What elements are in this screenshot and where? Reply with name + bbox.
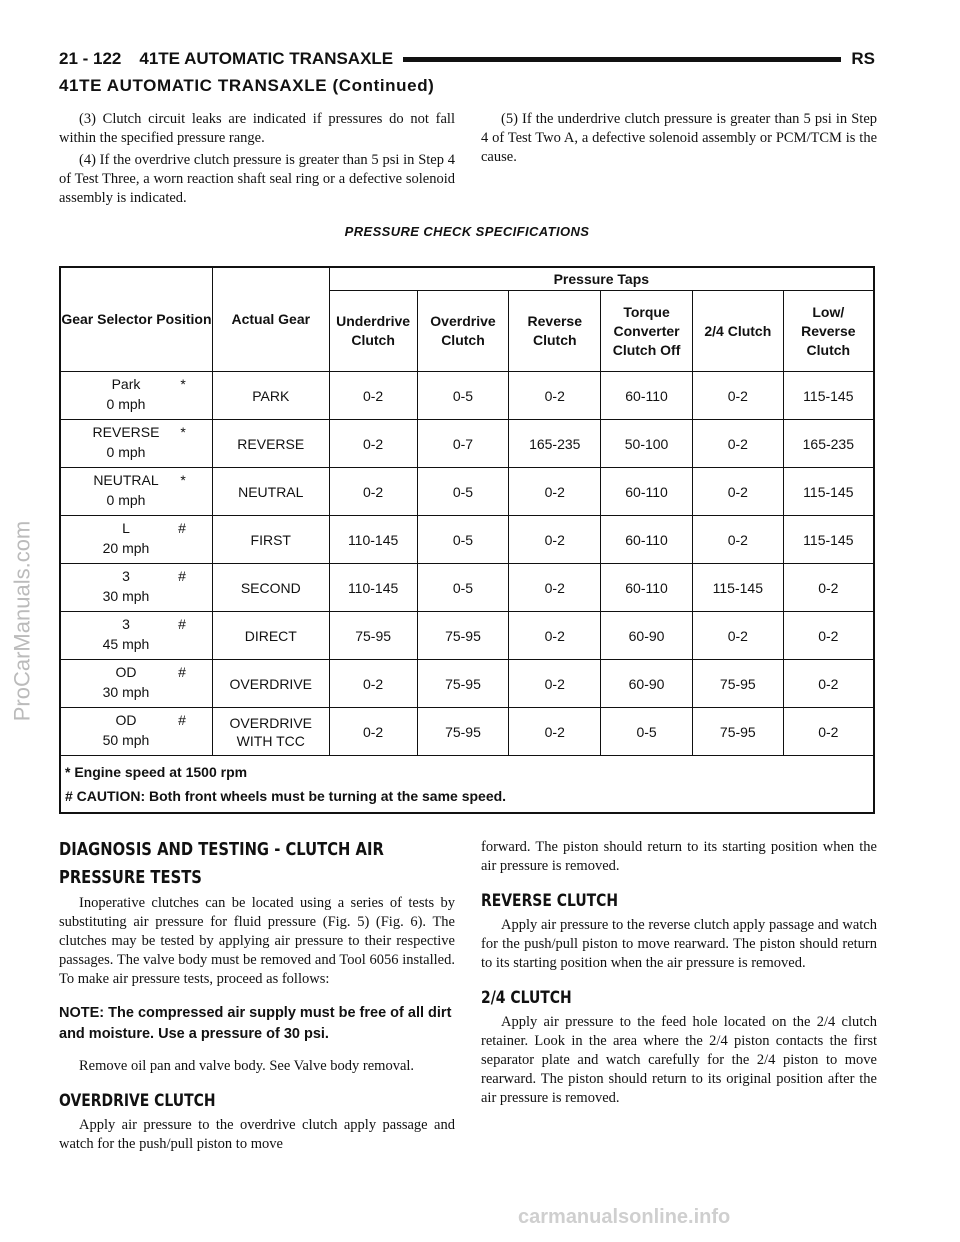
- section-continued-title: 41TE AUTOMATIC TRANSAXLE (Continued): [59, 76, 435, 95]
- gear-selector-cell: [60, 420, 212, 468]
- overdrive-clutch-heading: OVERDRIVE CLUTCH: [59, 1091, 216, 1111]
- col-underdrive: Underdrive Clutch: [329, 291, 417, 372]
- actual-gear-detail: WITH TCC: [236, 732, 305, 749]
- gear-selector-cell: [60, 516, 212, 564]
- col-pressure-taps: Pressure Taps: [329, 267, 874, 291]
- diagnosis-heading-line2: PRESSURE TESTS: [59, 867, 202, 888]
- table-row: [60, 468, 874, 516]
- selector-position: REVERSE: [92, 424, 160, 440]
- intro-paragraph-4: (4) If the overdrive clutch pressure is greater than 5 psi in Step 4 of Test Three, a worn reaction shaft seal ring or a defective solenoid assembly is indicated.: [59, 152, 455, 206]
- table-row: [60, 564, 874, 612]
- low-reverse-pressure-cell: 0-2: [783, 612, 874, 660]
- underdrive-pressure-cell: 0-2: [329, 660, 417, 708]
- col-actual-gear: Actual Gear: [212, 267, 329, 372]
- two-four-clutch-heading: 2/4 CLUTCH: [481, 988, 572, 1008]
- actual-gear-cell: [212, 708, 329, 756]
- actual-gear: PARK: [252, 387, 290, 404]
- gear-selector-cell: [60, 468, 212, 516]
- footnote-mark: #: [178, 520, 186, 536]
- table-row: [60, 516, 874, 564]
- actual-gear: OVERDRIVE: [229, 714, 312, 731]
- overdrive-clutch-text: Apply air pressure to the overdrive clutch apply passage and watch for the push/pull piston to move: [59, 1117, 455, 1152]
- diagnosis-right-column: [481, 838, 877, 1111]
- reverse-pressure-cell: 0-2: [509, 516, 601, 564]
- low-reverse-pressure-cell: 115-145: [783, 372, 874, 420]
- torque-converter-pressure-cell: 50-100: [601, 420, 693, 468]
- actual-gear-cell: [212, 468, 329, 516]
- underdrive-pressure-cell: 75-95: [329, 612, 417, 660]
- low-reverse-pressure-cell: 165-235: [783, 420, 874, 468]
- reverse-pressure-cell: 0-2: [509, 660, 601, 708]
- reverse-pressure-cell: 0-2: [509, 372, 601, 420]
- intro-paragraph-5: (5) If the underdrive clutch pressure is greater than 5 psi in Step 4 of Test Two A, a defective solenoid assembly or PCM/TCM is the cause.: [481, 111, 877, 165]
- low-reverse-pressure-cell: 115-145: [783, 468, 874, 516]
- selector-speed: 0 mph: [106, 492, 146, 508]
- overdrive-pressure-cell: 0-7: [417, 420, 509, 468]
- low-reverse-pressure-cell: 115-145: [783, 516, 874, 564]
- low-reverse-pressure-cell: 0-2: [783, 660, 874, 708]
- footnote-mark: #: [178, 664, 186, 680]
- gear-selector-cell: [60, 612, 212, 660]
- actual-gear: DIRECT: [244, 627, 297, 644]
- actual-gear-cell: [212, 420, 329, 468]
- diagnosis-note: NOTE: The compressed air supply must be free of all dirt and moisture. Use a pressure of 30 psi.: [59, 1005, 452, 1042]
- page-number: 21 - 122: [59, 49, 122, 68]
- table-row: [60, 420, 874, 468]
- torque-converter-pressure-cell: 60-90: [601, 660, 693, 708]
- pressure-spec-table: [59, 266, 875, 814]
- actual-gear-cell: [212, 612, 329, 660]
- gear-selector-cell: [60, 708, 212, 756]
- two-four-pressure-cell: 115-145: [692, 564, 783, 612]
- note-engine-speed: * Engine speed at 1500 rpm: [65, 764, 248, 780]
- bottom-watermark: carmanualsonline.info: [518, 1206, 731, 1228]
- actual-gear: SECOND: [240, 579, 301, 596]
- actual-gear-cell: [212, 516, 329, 564]
- col-gear-selector: Gear Selector Position: [60, 267, 212, 372]
- footnote-mark: #: [178, 568, 186, 584]
- selector-speed: 0 mph: [106, 396, 146, 412]
- selector-position: 3: [122, 616, 130, 632]
- footnote-mark: *: [180, 424, 186, 440]
- two-four-pressure-cell: 0-2: [692, 468, 783, 516]
- overdrive-pressure-cell: 0-5: [417, 516, 509, 564]
- selector-speed: 30 mph: [102, 684, 150, 700]
- col-torque-converter: Torque Converter Clutch Off: [601, 291, 693, 372]
- overdrive-pressure-cell: 75-95: [417, 708, 509, 756]
- footnote-mark: *: [180, 472, 186, 488]
- two-four-pressure-cell: 0-2: [692, 612, 783, 660]
- torque-converter-pressure-cell: 60-110: [601, 516, 693, 564]
- note-caution: # CAUTION: Both front wheels must be turning at the same speed.: [65, 788, 507, 804]
- torque-converter-pressure-cell: 60-90: [601, 612, 693, 660]
- reverse-pressure-cell: 0-2: [509, 708, 601, 756]
- intro-paragraph-3: (3) Clutch circuit leaks are indicated if pressures do not fall within the specified pressure range.: [59, 111, 455, 146]
- actual-gear: OVERDRIVE: [229, 675, 312, 692]
- table-title: PRESSURE CHECK SPECIFICATIONS: [344, 224, 590, 239]
- selector-position: Park: [111, 376, 141, 392]
- reverse-clutch-heading: REVERSE CLUTCH: [481, 891, 619, 911]
- two-four-pressure-cell: 75-95: [692, 660, 783, 708]
- two-four-pressure-cell: 0-2: [692, 372, 783, 420]
- two-four-pressure-cell: 0-2: [692, 516, 783, 564]
- underdrive-pressure-cell: 110-145: [329, 516, 417, 564]
- selector-position: L: [122, 520, 130, 536]
- reverse-pressure-cell: 0-2: [509, 564, 601, 612]
- header-rule: [403, 57, 841, 62]
- two-four-pressure-cell: 0-2: [692, 420, 783, 468]
- col-two-four: 2/4 Clutch: [692, 291, 783, 372]
- col-overdrive: Overdrive Clutch: [417, 291, 509, 372]
- table-row: [60, 372, 874, 420]
- diagnosis-left-column: [59, 838, 455, 1157]
- intro-right-column: [481, 110, 877, 170]
- page-header: [59, 48, 875, 70]
- selector-position: OD: [115, 664, 137, 680]
- table-row: [60, 660, 874, 708]
- selector-position: NEUTRAL: [93, 472, 159, 488]
- overdrive-pressure-cell: 75-95: [417, 612, 509, 660]
- actual-gear-cell: [212, 372, 329, 420]
- diagnosis-intro: Inoperative clutches can be located using a series of tests by substituting air pressure for fluid pressure (Fig. 5) (Fig. 6). The clutches may be tested by applying air pressure to their respective passages. The valve body must be removed and Tool 6056 installed. To make air pressure tests, proceed as follows:: [59, 895, 455, 987]
- reverse-clutch-text: Apply air pressure to the reverse clutch apply passage and watch for the push/pull piston to move rearward. The piston should return to its starting position when the air pressure is removed.: [481, 917, 877, 971]
- actual-gear: FIRST: [250, 531, 291, 548]
- two-four-clutch-text: Apply air pressure to the feed hole located on the 2/4 clutch retainer. Look in the area where the 2/4 piston contacts the first separator plate and watch carefully for the 2/4 piston to move rearward. The piston should return to its original position after the air pressure is removed.: [481, 1014, 877, 1106]
- reverse-pressure-cell: 0-2: [509, 468, 601, 516]
- table-row: [60, 612, 874, 660]
- underdrive-pressure-cell: 110-145: [329, 564, 417, 612]
- selector-speed: 0 mph: [106, 444, 146, 460]
- reverse-pressure-cell: 0-2: [509, 612, 601, 660]
- selector-speed: 45 mph: [102, 636, 150, 652]
- overdrive-pressure-cell: 0-5: [417, 468, 509, 516]
- overdrive-clutch-text-cont: forward. The piston should return to its starting position when the air pressure is removed.: [481, 839, 877, 874]
- side-watermark: [2, 0, 42, 1242]
- actual-gear-cell: [212, 660, 329, 708]
- table-row: [60, 708, 874, 756]
- gear-selector-cell: [60, 564, 212, 612]
- gear-selector-cell: [60, 660, 212, 708]
- col-low-reverse: Low/ Reverse Clutch: [783, 291, 874, 372]
- reverse-pressure-cell: 165-235: [509, 420, 601, 468]
- torque-converter-pressure-cell: 60-110: [601, 468, 693, 516]
- side-watermark-text: ProCarManuals.com: [9, 520, 35, 722]
- footnote-mark: *: [180, 376, 186, 392]
- intro-left-column: [59, 110, 455, 211]
- diagnosis-remove: Remove oil pan and valve body. See Valve body removal.: [79, 1058, 415, 1074]
- selector-position: 3: [122, 568, 130, 584]
- selector-speed: 20 mph: [102, 540, 150, 556]
- torque-converter-pressure-cell: 0-5: [601, 708, 693, 756]
- gear-selector-cell: [60, 372, 212, 420]
- footnote-mark: #: [178, 712, 186, 728]
- underdrive-pressure-cell: 0-2: [329, 420, 417, 468]
- header-title: 41TE AUTOMATIC TRANSAXLE: [139, 49, 394, 68]
- footnote-mark: #: [178, 616, 186, 632]
- underdrive-pressure-cell: 0-2: [329, 708, 417, 756]
- low-reverse-pressure-cell: 0-2: [783, 708, 874, 756]
- overdrive-pressure-cell: 0-5: [417, 564, 509, 612]
- torque-converter-pressure-cell: 60-110: [601, 564, 693, 612]
- actual-gear-cell: [212, 564, 329, 612]
- diagnosis-heading-line1: DIAGNOSIS AND TESTING - CLUTCH AIR: [59, 839, 384, 860]
- col-reverse: Reverse Clutch: [509, 291, 601, 372]
- actual-gear: NEUTRAL: [238, 483, 304, 500]
- two-four-pressure-cell: 75-95: [692, 708, 783, 756]
- underdrive-pressure-cell: 0-2: [329, 372, 417, 420]
- overdrive-pressure-cell: 0-5: [417, 372, 509, 420]
- table-notes: [60, 756, 874, 814]
- header-code: RS: [851, 49, 875, 68]
- selector-speed: 30 mph: [102, 588, 150, 604]
- actual-gear: REVERSE: [237, 435, 305, 452]
- selector-speed: 50 mph: [102, 732, 150, 748]
- selector-position: OD: [115, 712, 137, 728]
- underdrive-pressure-cell: 0-2: [329, 468, 417, 516]
- table-notes-row: [60, 756, 874, 814]
- torque-converter-pressure-cell: 60-110: [601, 372, 693, 420]
- low-reverse-pressure-cell: 0-2: [783, 564, 874, 612]
- overdrive-pressure-cell: 75-95: [417, 660, 509, 708]
